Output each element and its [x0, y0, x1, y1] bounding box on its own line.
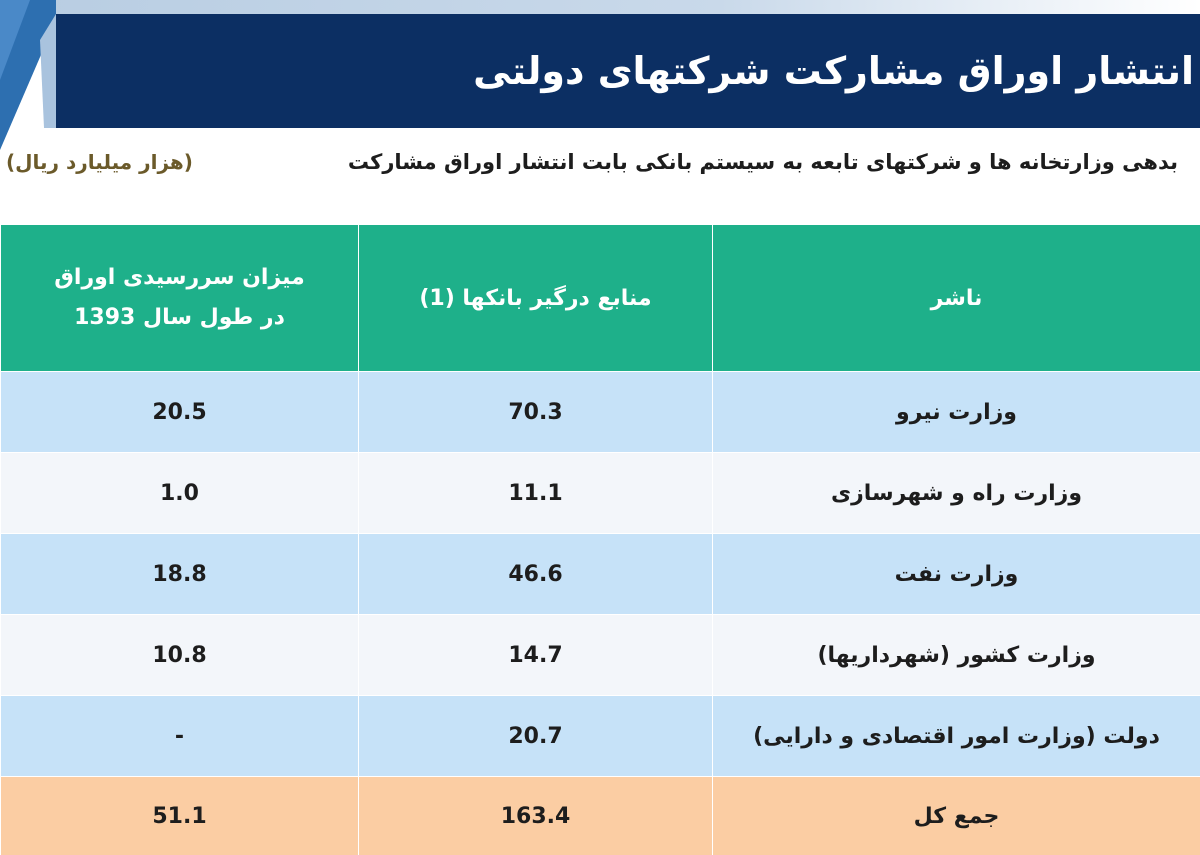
left-decorative-shape — [0, 0, 56, 150]
header-bank-resources: منابع درگیر بانکها (1) — [359, 225, 713, 372]
cell-bank-resources: 46.6 — [359, 534, 713, 615]
cell-bank-resources: 11.1 — [359, 453, 713, 534]
header-publisher: ناشر — [713, 225, 1200, 372]
table-row — [1, 696, 1200, 777]
table-row — [1, 534, 1200, 615]
cell-publisher: دولت (وزارت امور اقتصادی و دارایی) — [713, 696, 1200, 777]
cell-bank-resources: 20.7 — [359, 696, 713, 777]
cell-maturity: 10.8 — [1, 615, 359, 696]
cell-maturity: - — [1, 696, 359, 777]
participation-bonds-table — [0, 224, 1200, 855]
cell-publisher: وزارت نیرو — [713, 372, 1200, 453]
cell-publisher: وزارت کشور (شهرداریها) — [713, 615, 1200, 696]
total-maturity: 51.1 — [1, 777, 359, 855]
total-label: جمع کل — [713, 777, 1200, 855]
table-header-row — [1, 225, 1200, 372]
top-decorative-stripe — [0, 0, 1200, 14]
cell-maturity: 20.5 — [1, 372, 359, 453]
header-maturity-line2: در طول سال 1393 — [74, 305, 285, 330]
cell-publisher: وزارت نفت — [713, 534, 1200, 615]
cell-maturity: 18.8 — [1, 534, 359, 615]
total-bank-resources: 163.4 — [359, 777, 713, 855]
table-row — [1, 615, 1200, 696]
table-row — [1, 453, 1200, 534]
table-total-row — [1, 777, 1200, 855]
title-bar — [56, 14, 1200, 128]
header-maturity-line1: میزان سررسیدی اوراق — [54, 265, 305, 290]
table-subtitle: بدهی وزارتخانه ها و شرکتهای تابعه به سیستم بانکی بابت انتشار اوراق مشارکت — [347, 150, 1178, 174]
cell-bank-resources: 70.3 — [359, 372, 713, 453]
cell-maturity: 1.0 — [1, 453, 359, 534]
cell-publisher: وزارت راه و شهرسازی — [713, 453, 1200, 534]
unit-label: (هزار میلیارد ریال) — [6, 150, 193, 174]
page-title: انتشار اوراق مشارکت شرکتهای دولتی — [473, 49, 1194, 93]
table-row — [1, 372, 1200, 453]
header-maturity — [1, 225, 359, 372]
cell-bank-resources: 14.7 — [359, 615, 713, 696]
